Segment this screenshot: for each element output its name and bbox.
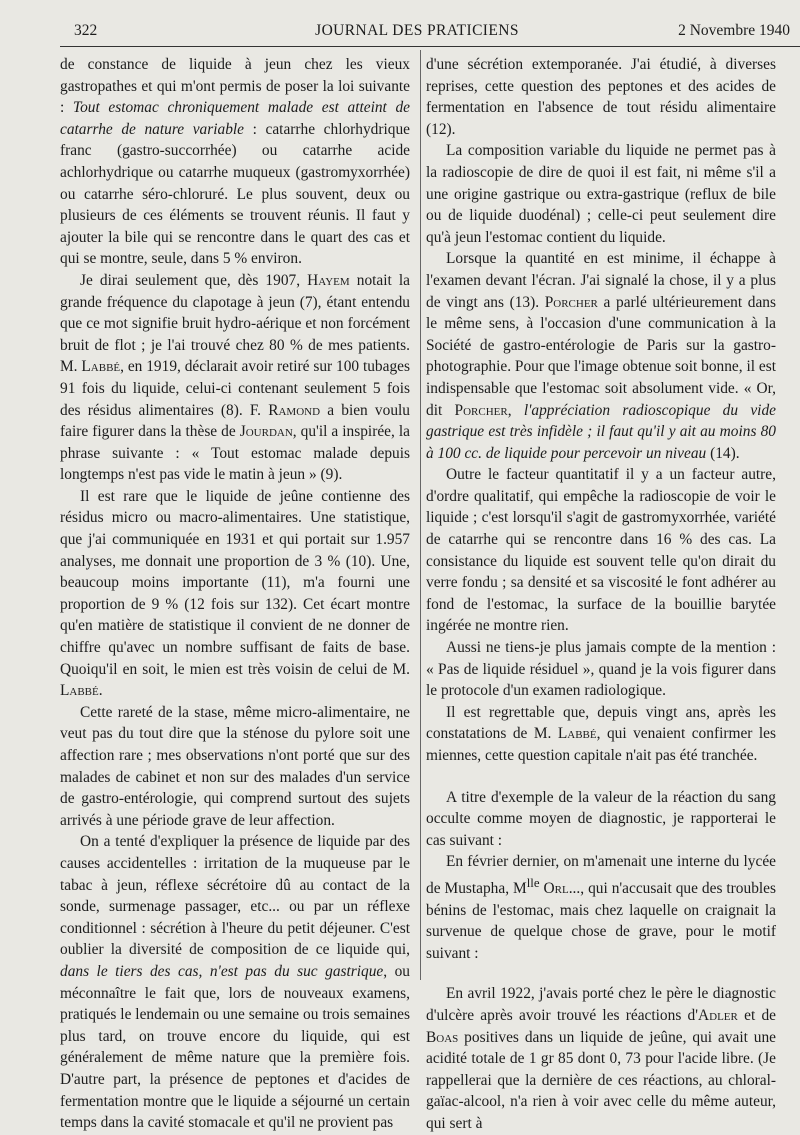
page-number: 322	[74, 22, 98, 39]
journal-title: JOURNAL DES PRATICIENS	[315, 22, 519, 39]
paragraph: d'une sécrétion extemporanée. J'ai étudié, à diverses reprises, cette question des peptones et des acides de fermentation en l'absence de tout résidu alimentaire (12).	[426, 56, 776, 138]
author-name: Jourdan	[239, 423, 293, 441]
paragraph: En février dernier, on m'amenait une interne du lycée de Mustapha, $M^{lle}$ Orl..., qui n'accusait que des troubles bénins de l'estomac, mais chez laquelle on craignait la survenue de quelque chose de grave, pour le motif suivant :	[426, 853, 776, 962]
paragraph: Cette rareté de la stase, même micro-alimentaire, ne veut pas du tout dire que la sténose du pylore soit une affection rare ; mes observations n'ont porté que sur des malades de cabinet et non sur des malades d'un service de gastro-entérologie, qui comprend surtout des sujets arrivés à une période grave de leur affection.	[60, 703, 410, 829]
author-name: Adler	[698, 1007, 738, 1025]
right-column	[426, 54, 776, 1135]
author-name: Hayem	[307, 271, 350, 289]
author-name: Boas	[426, 1028, 459, 1046]
paragraph: On a tenté d'expliquer la présence de liquide par des causes accidentelles : irritation de la muqueuse par le tabac à jeun, réflexe sécrétoire dû au contact de la sonde, surmenage passager, etc... ou par un réflexe conditionnel : sécrétion à l'heure du petit déjeuner. C'est oublier la diversité de composition de ce liquide qui, dans le tiers des cas, n'est pas du suc gastrique, ou méconnaître le fait que, lors de nouveaux examens, pratiqués le lendemain ou une semaine ou trois semaines plus tard, on trouve encore du liquide, qui est généralement de même nature que la première fois. D'autre part, la présence de peptones et d'acides de fermentation montre que le liquide a séjourné un certain temps dans la cavité stomacale et qu'il ne provient pas	[60, 833, 410, 1132]
header-rule	[60, 46, 800, 47]
author-name: Labbé	[81, 358, 121, 376]
left-column	[60, 54, 410, 1134]
paragraph: Lorsque la quantité en est minime, il échappe à l'examen devant l'écran. J'ai signalé la chose, il y a plus de vingt ans (13). Porcher a parlé ultérieurement dans le même sens, à l'occasion d'une communication à la Société de gastro-entérologie de Paris sur la gastro-photographie. Pour que l'image obtenue soit bonne, il est indispensable que l'estomac soit absolument vide. « Or, dit Porcher, l'appréciation radioscopique du vide gastrique est très infidèle ; il faut qu'il y ait au moins 80 à 100 cc. de liquide pour percevoir un niveau (14).	[426, 250, 776, 462]
person-name: Orl	[543, 880, 569, 898]
author-name: Porcher	[454, 401, 508, 419]
paragraph: A titre d'exemple de la valeur de la réaction du sang occulte comme moyen de diagnostic, je rapporterai le cas suivant :	[426, 788, 776, 849]
issue-date: 2 Novembre 1940	[678, 22, 790, 39]
author-name: Labbé	[557, 725, 597, 743]
paragraph: Aussi ne tiens-je plus jamais compte de la mention : « Pas de liquide résiduel », quand je la vois figurer dans le protocole d'un examen radiologique.	[426, 639, 776, 700]
column-divider	[420, 50, 421, 980]
author-name: Ramond	[268, 401, 321, 419]
paragraph: de constance de liquide à jeun chez les vieux gastropathes et qui m'ont permis de poser la loi suivante : Tout estomac chroniquement malade est atteint de catarrhe de nature variable : catarrhe chlorhydrique franc (gastro-succorrhée) ou catarrhe acide achlorhydrique ou catarrhe muqueux (gastromyxorrhée) ou catarrhe séro-chloruré. Le plus souvent, deux ou plusieurs de ces éléments se trouvent réunis. Il faut y ajouter la bile qui se rencontre dans le quart des cas et qui se montre, seule, dans 5 % environ.	[60, 56, 411, 268]
author-name: Porcher	[544, 293, 598, 311]
paragraph: La composition variable du liquide ne permet pas à la radioscopie de dire de quoi il est fait, ni même s'il a une origine gastrique ou extra-gastrique (reflux de bile ou de liquide duodénal) ; celle-ci peut seulement dire qu'à jeun l'estomac contient du liquide.	[426, 142, 776, 246]
paragraph: Il est regrettable que, depuis vingt ans, après les constatations de M. Labbé, qui venaient confirmer les miennes, cette question capitale n'ait pas été tranchée.	[426, 703, 776, 764]
paragraph: Il est rare que le liquide de jeûne contienne des résidus micro ou macro-alimentaires. Une statistique, que j'ai communiquée en 1931 et qui portait sur 1.957 analyses, me donnait une proportion de 3 % (10). Une, beaucoup moins importante (11), m'a fourni une proportion de 9 % (12 fois sur 132). Cet écart montre qu'en matière de statistique il convient de ne donner de chiffre qu'avec un nombre suffisant de faits de base. Quoiqu'il en soit, le mien est très voisin de celui de M. Labbé.	[60, 487, 410, 700]
paragraph: Je dirai seulement que, dès 1907, Hayem notait la grande fréquence du clapotage à jeun (7), étant entendu que ce mot signifie bruit hydro-aérique et non forcément bruit de flot ; je l'ai trouvé chez 80 % de mes patients. M. Labbé, en 1919, déclarait avoir retiré sur 100 tubages 91 fois du liquide, celui-ci contenant seulement 5 fois des résidus alimentaires (8). F. Ramond a bien voulu faire figurer dans la thèse de Jourdan, qu'il a inspirée, la phrase suivante : « Tout estomac malade depuis longtemps n'est pas vide le matin à jeun » (9).	[60, 271, 410, 484]
running-header	[74, 20, 790, 42]
paragraph: Outre le facteur quantitatif il y a un facteur autre, d'ordre qualitatif, qui empêche la radioscopie de voir le liquide ; c'est lorsqu'il s'agit de gastromyxorrhée, variété de catarrhe qui se rencontre dans 16 % des cas. La consistance du liquide est souvent telle qu'on dirait du verre fondu ; sa densité et sa viscosité le font adhérer au fond de l'estomac, la surface de la bouillie barytée ingérée ne montre rien.	[426, 466, 776, 635]
author-name: Labbé	[60, 682, 99, 700]
paragraph: En avril 1922, j'avais porté chez le père le diagnostic d'ulcère après avoir trouvé les réactions d'Adler et de Boas positives dans un liquide de jeûne, qui avait une acidité totale de 1 gr 85 dont 0, 73 pour l'acide libre. (Je rappellerai que la dernière de ces réactions, au chloral-gaïac-alcool, n'a rien à voir avec celle du même auteur, qui sert à	[426, 985, 776, 1133]
